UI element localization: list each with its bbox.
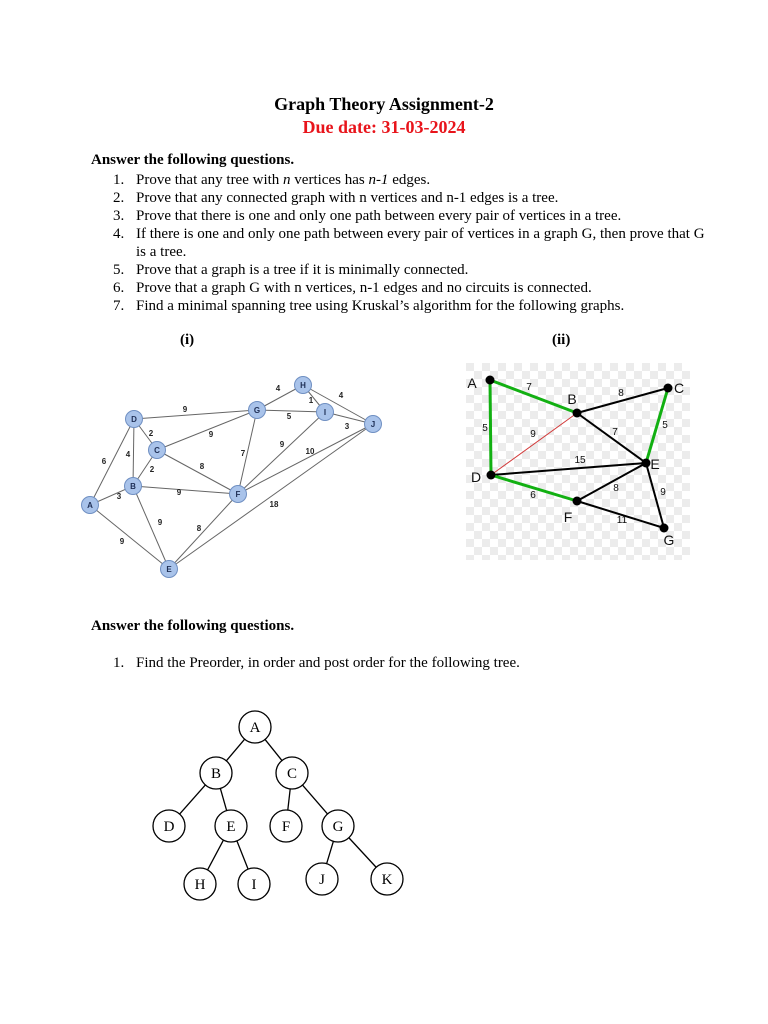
graph-ii-node-label: F <box>563 509 573 525</box>
graph-i-edge-weight: 4 <box>125 450 131 459</box>
graph-ii-node-label: D <box>470 469 482 485</box>
question-number: 6. <box>113 280 125 296</box>
question-number: 5. <box>113 262 125 278</box>
question-number: 1. <box>113 655 125 671</box>
graph-i-edge-weight: 6 <box>101 457 107 466</box>
section1-heading: Answer the following questions. <box>91 152 295 168</box>
tree-edge <box>288 789 290 810</box>
tree-edge <box>208 840 224 870</box>
tree-node-label: K <box>381 872 393 888</box>
graph-ii-edge-weight: 9 <box>530 429 536 440</box>
question-number: 2. <box>113 190 125 206</box>
question-text: Prove that a graph is a tree if it is minimally connected. <box>136 262 469 278</box>
section2-heading: Answer the following questions. <box>91 618 295 634</box>
question-text: Prove that any tree with n vertices has n-1 edges. <box>136 172 431 188</box>
due-date: Due date: 31-03-2024 <box>302 117 466 137</box>
graph-i-edge-weight: 5 <box>286 412 292 421</box>
graph-i-edge-weight: 3 <box>344 422 350 431</box>
tree-edge <box>180 785 206 814</box>
graph-i-edge-weight: 3 <box>116 492 122 501</box>
graph-i-node-label: A <box>87 501 93 510</box>
tree-node-label: E <box>226 819 236 835</box>
graph-ii-node-label: A <box>467 375 477 391</box>
graph-i-node-label: F <box>235 490 241 499</box>
graph-i-edge-weight: 9 <box>182 405 188 414</box>
graph-ii-node-label: E <box>650 456 660 472</box>
tree-edge <box>327 841 334 863</box>
graph-i-edge-weight: 9 <box>176 488 182 497</box>
tree-edge <box>220 788 226 810</box>
tree-node-label: A <box>249 720 261 736</box>
tree-edge <box>349 838 376 868</box>
graph-i-node-label: B <box>130 482 136 491</box>
graph-ii-edge-weight: 7 <box>526 382 532 393</box>
graph-i-edge-weight: 9 <box>119 537 125 546</box>
tree-node-label: J <box>319 872 325 888</box>
graph-ii-edge-weight: 5 <box>482 423 488 434</box>
graph-ii-node-label: C <box>673 380 685 396</box>
graph-i-edge-weight: 9 <box>157 518 163 527</box>
graph-i-edge-weight: 10 <box>305 447 315 456</box>
question-text: Prove that any connected graph with n vertices and n-1 edges is a tree. <box>136 190 559 206</box>
graph-i-edge-weight: 8 <box>199 462 205 471</box>
graph-i-edge-weight: 9 <box>279 440 285 449</box>
graph-ii-edge-weight: 8 <box>613 483 619 494</box>
graph-ii-node-label: B <box>567 391 577 407</box>
graph-i-label: (i) <box>180 332 195 348</box>
graph-ii-node-label: G <box>663 532 675 548</box>
question-text: Find a minimal spanning tree using Kruskal’s algorithm for the following graphs. <box>136 298 625 314</box>
graph-i-node-label: G <box>253 406 261 415</box>
question-number: 1. <box>113 172 125 188</box>
tree-node-label: D <box>163 819 175 835</box>
question-text: Prove that a graph G with n vertices, n-1 edges and no circuits is connected. <box>136 280 592 296</box>
graph-ii-edge-weight: 6 <box>530 490 536 501</box>
graph-i-edge-weight: 9 <box>208 430 214 439</box>
graph-i-node-label: C <box>154 446 160 455</box>
tree-edge <box>237 841 248 869</box>
graph-i-edge-weight: 1 <box>308 396 314 405</box>
graph-ii-edge-weight: 9 <box>660 487 666 498</box>
tree-edge <box>226 739 244 761</box>
graph-ii-edge-weight: 5 <box>662 420 668 431</box>
graph-i-edge-weight: 2 <box>148 429 154 438</box>
graph-i-edge-weight: 7 <box>240 449 246 458</box>
graph-i-edge-weight: 18 <box>269 500 279 509</box>
graph-ii-edge-weight: 11 <box>616 515 628 526</box>
tree-node-label: C <box>286 766 298 782</box>
question-number: 4. <box>113 226 125 242</box>
graph-ii-label: (ii) <box>552 332 571 348</box>
graph-i-node-label: I <box>323 408 327 417</box>
graph-ii-edge-weight: 15 <box>574 455 586 466</box>
question-text: Find the Preorder, in order and post order for the following tree. <box>136 655 520 671</box>
tree-node-label: H <box>194 877 206 893</box>
question-text: If there is one and only one path between every pair of vertices in a graph G, then prove that G is a tree. <box>136 226 705 260</box>
graph-i-edge-weight: 4 <box>338 391 344 400</box>
graph-i-node-label: J <box>370 420 376 429</box>
question-number: 7. <box>113 298 125 314</box>
tree-node-label: F <box>281 819 291 835</box>
graph-i-node-label: D <box>131 415 137 424</box>
question-text: Prove that there is one and only one path between every pair of vertices in a tree. <box>136 208 622 224</box>
tree-node-label: G <box>332 819 344 835</box>
graph-i-node-label: E <box>166 565 172 574</box>
tree-node-label: I <box>251 877 257 893</box>
document-title: Graph Theory Assignment-2 <box>274 94 494 114</box>
graph-i-node-label: H <box>300 381 306 390</box>
graph-i-edge-weight: 4 <box>275 384 281 393</box>
graph-ii-edge-weight: 8 <box>618 388 624 399</box>
tree-edge <box>265 739 282 760</box>
graph-i-edge-weight: 2 <box>149 465 155 474</box>
graph-ii-edge-weight: 7 <box>612 427 618 438</box>
question-number: 3. <box>113 208 125 224</box>
graph-i-edge-weight: 8 <box>196 524 202 533</box>
tree-edge <box>302 785 327 814</box>
tree-node-label: B <box>210 766 222 782</box>
